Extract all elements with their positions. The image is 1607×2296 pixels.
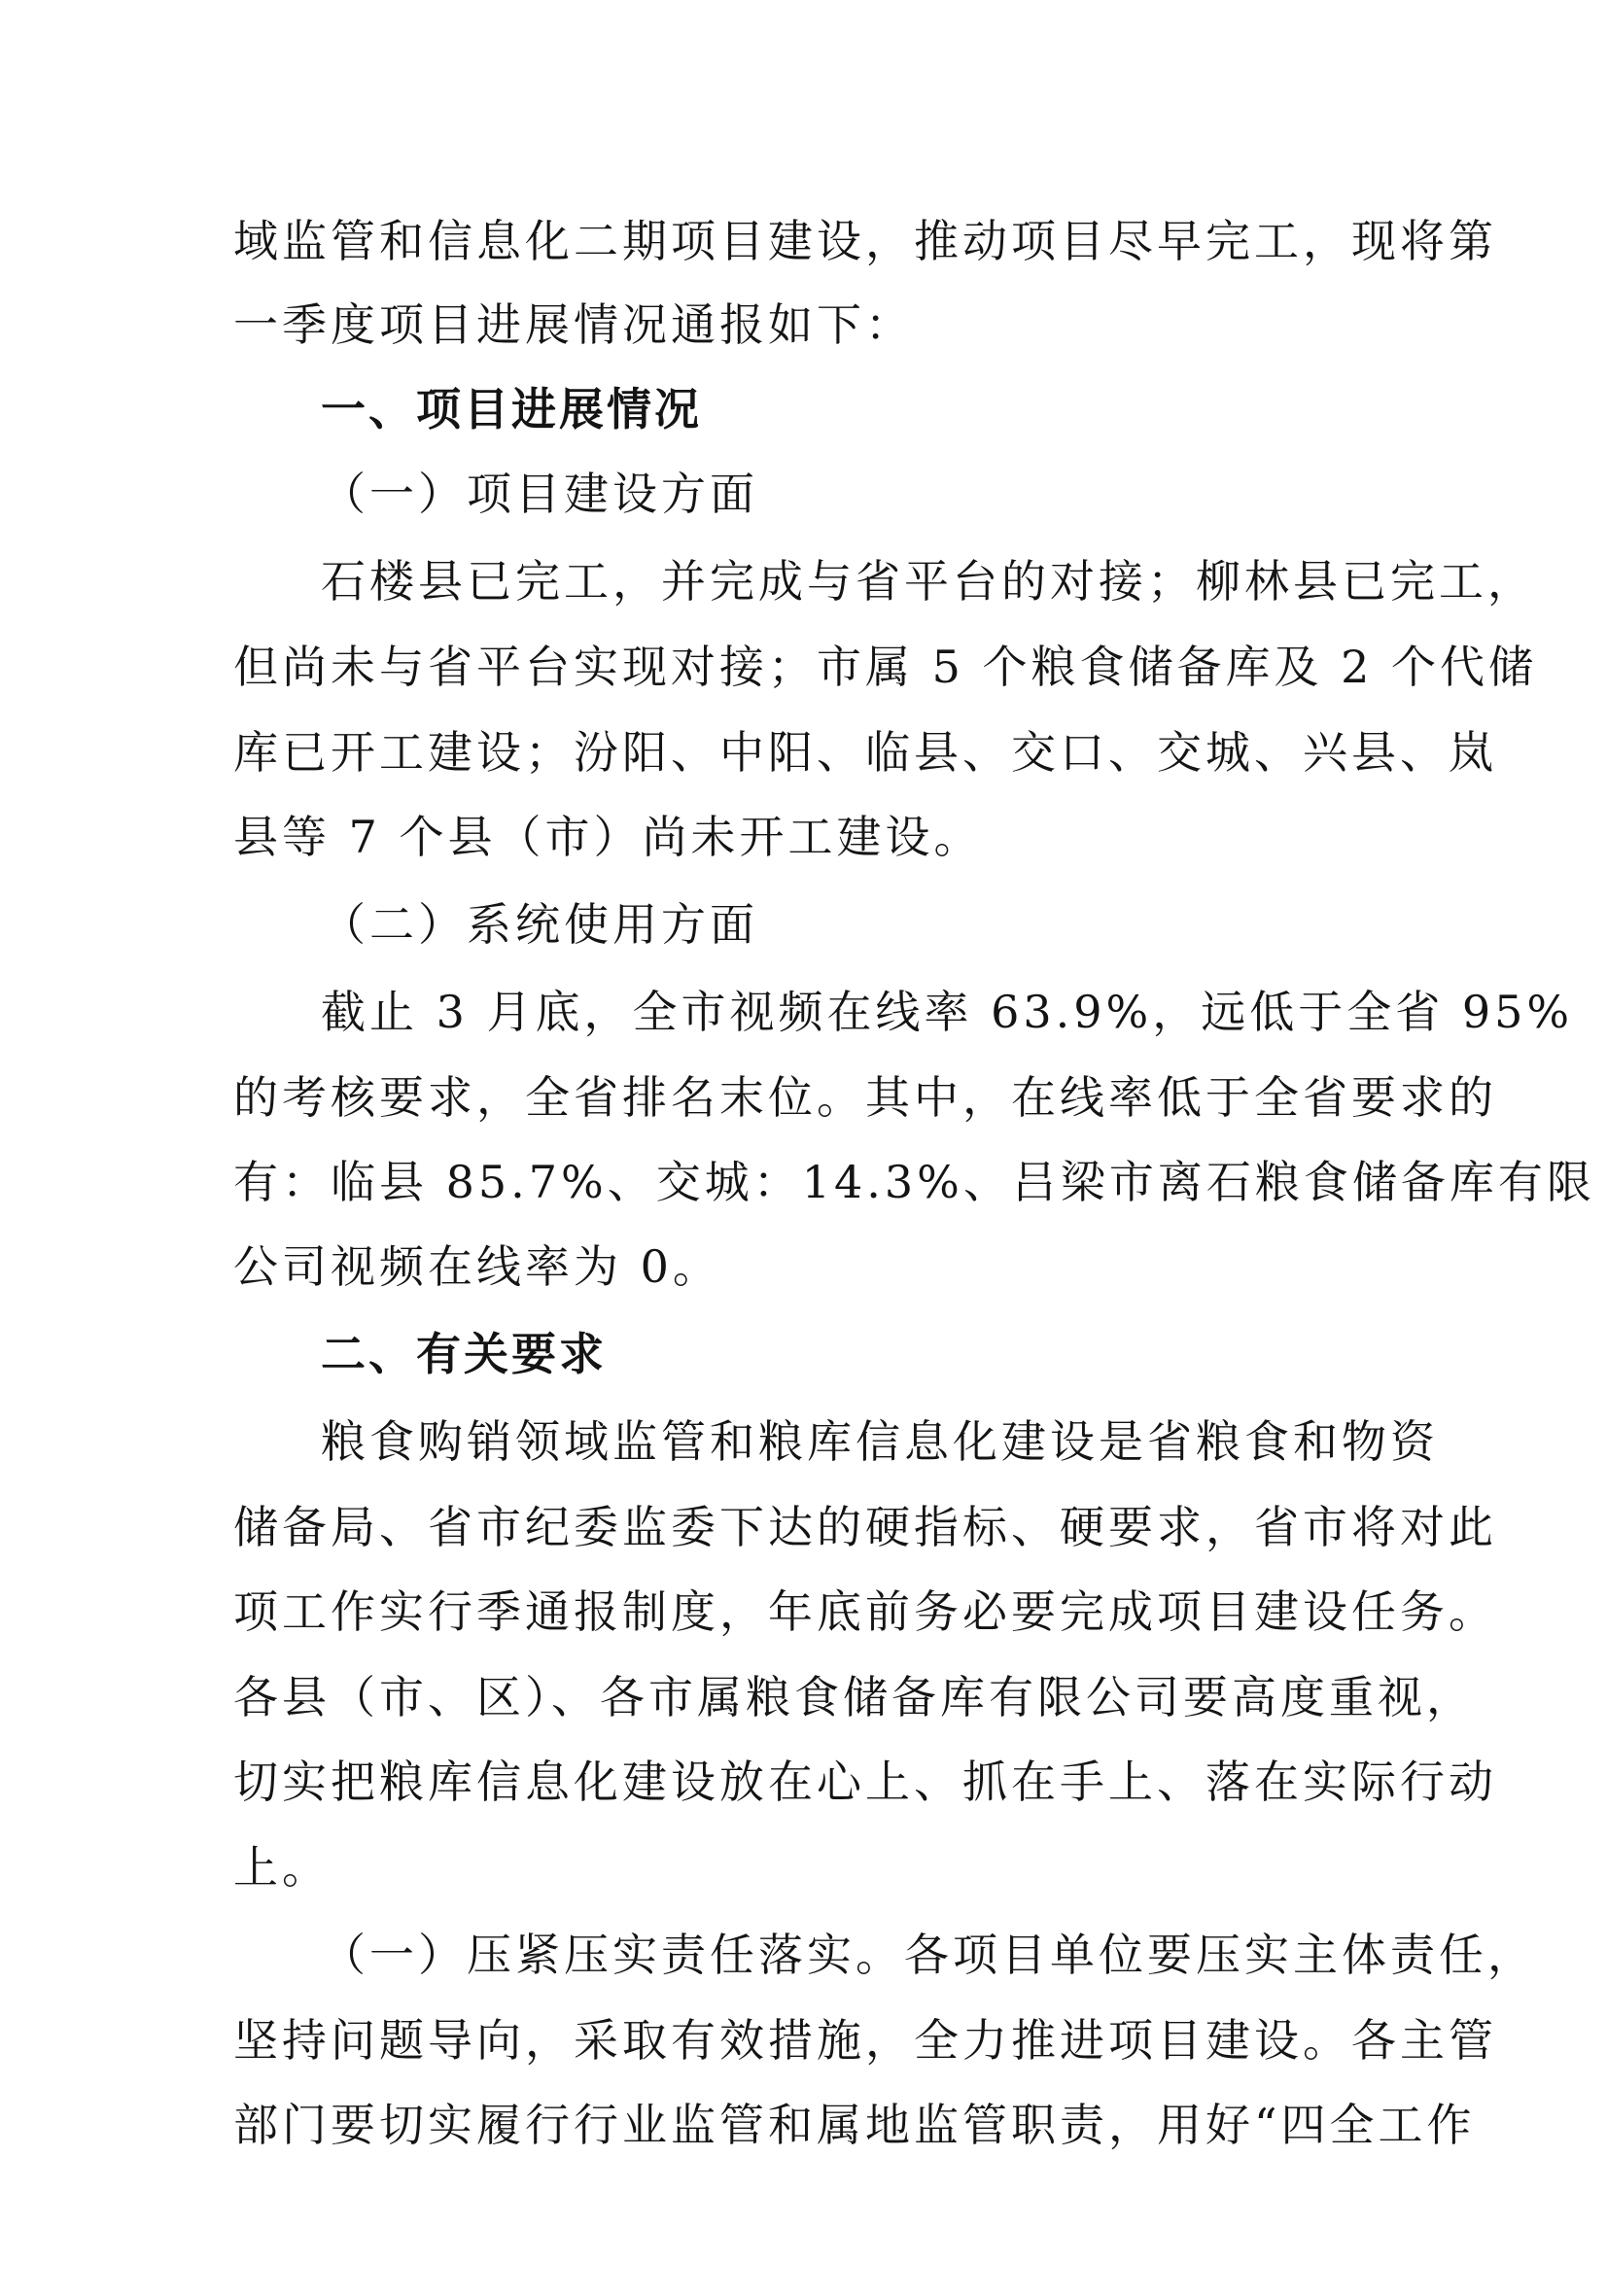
body-text-line: 石楼县已完工，并完成与省平台的对接；柳林县已完工， [321,555,1536,608]
body-text-line: 域监管和信息化二期项目建设，推动项目尽早完工，现将第 [233,215,1497,267]
body-text-line: 储备局、省市纪委监委下达的硬指标、硬要求，省市将对此 [233,1501,1497,1553]
section-heading: 二、有关要求 [321,1328,607,1380]
body-text-line: 有：临县 85.7%、交城：14.3%、吕梁市离石粮食储备库有限 [233,1156,1595,1208]
body-text-line: 一季度项目进展情况通报如下： [233,298,914,351]
body-text-line: 但尚未与省平台实现对接；市属 5 个粮食储备库及 2 个代储 [233,641,1538,693]
body-text-line: 上。 [233,1841,331,1894]
section-heading: 一、项目进展情况 [321,383,702,435]
body-text-line: 库已开工建设；汾阳、中阳、临县、交口、交城、兴县、岚 [233,726,1497,779]
body-text-line: 的考核要求，全省排名末位。其中，在线率低于全省要求的 [233,1071,1497,1124]
body-text-line: 粮食购销领域监管和粮库信息化建设是省粮食和物资 [321,1415,1439,1468]
body-text-line: 项工作实行季通报制度，年底前务必要完成项目建设任务。 [233,1585,1497,1638]
body-text-line: 县等 7 个县（市）尚未开工建设。 [233,811,983,863]
body-text-line: 各县（市、区）、各市属粮食储备库有限公司要高度重视， [233,1671,1475,1723]
body-text-line: 部门要切实履行行业监管和属地监管职责，用好“四全工作 [233,2099,1476,2151]
body-text-line: 截止 3 月底，全市视频在线率 63.9%，远低于全省 95% [321,986,1574,1038]
body-text-line: 切实把粮库信息化建设放在心上、抓在手上、落在实际行动 [233,1756,1497,1808]
body-text-line: （一）压紧压实责任落实。各项目单位要压实主体责任， [321,1929,1536,1981]
subsection-heading: （二）系统使用方面 [321,898,758,951]
subsection-heading: （一）项目建设方面 [321,468,758,520]
body-text-line: 公司视频在线率为 0。 [233,1240,721,1293]
body-text-line: 坚持问题导向，采取有效措施，全力推进项目建设。各主管 [233,2014,1497,2067]
